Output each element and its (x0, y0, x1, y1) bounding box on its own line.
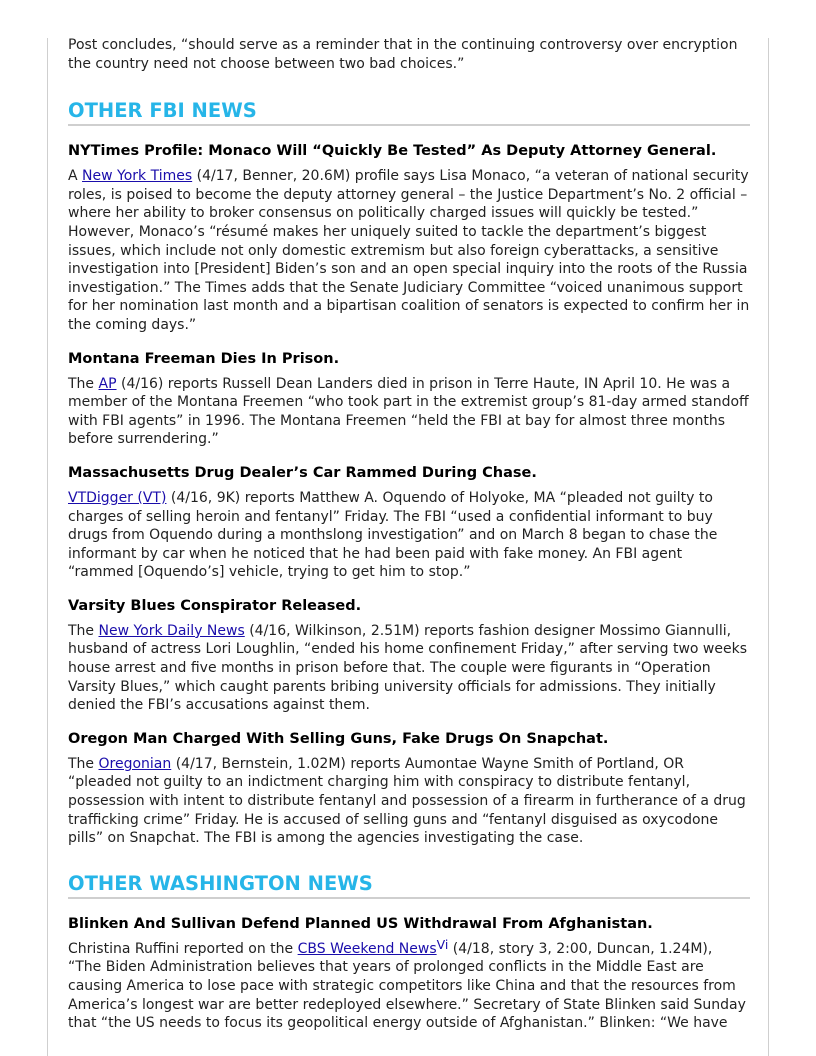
article-text: (4/18, story 3, 2:00, Duncan, 1.24M), “The Biden Administration believes that years of prolonged conflicts in the Middle East are causing America to lose pace with strategic competitors like China and that the resources from America’s longest war are better redeployed elsewhere.” Secretary of State Blinken said Sunday that “the US needs to focus its geopolitical energy outside of Afghanistan.” Blinken: “We have (68, 940, 746, 1032)
article-oregon-man (68, 730, 750, 848)
article-prefix: A (68, 168, 83, 185)
article-prefix: Christina Ruffini reported on the (68, 940, 298, 957)
page-border-right (768, 38, 769, 1056)
article-blinken-sullivan (68, 915, 750, 1033)
article-text: (4/16) reports Russell Dean Landers died in prison in Terre Haute, IN April 10. He was a member of the Montana Freemen “who took part in the extremist group’s 81-day armed standoff with FBI agents” in 1996. The Montana Freemen “held the FBI at bay for almost three months before surrendering.” (68, 375, 749, 448)
article-text: (4/17, Bernstein, 1.02M) reports Aumontae Wayne Smith of Portland, OR “pleaded not guilty to an indictment charging him with conspiracy to distribute fentanyl, possession with intent to distribute fentanyl and possession of a firearm in furtherance of a drug trafficking crime” Friday. He is accused of selling guns and “fentanyl disguised as oxycodone pills” on Snapchat. The FBI is among the agencies investigating the case. (68, 755, 746, 847)
source-link-nytimes[interactable]: New York Times (82, 168, 193, 185)
article-body (68, 755, 750, 848)
article-varsity-blues (68, 597, 750, 715)
source-link-ny-daily-news[interactable]: New York Daily News (98, 622, 245, 639)
article-text: (4/17, Benner, 20.6M) profile says Lisa Monaco, “a veteran of national security roles, is poised to become the deputy attorney general – the Justice Department’s No. 2 official – where her ability to broker consensus on politically charged issues will quickly be tested.” However, Monaco’s “résumé makes her uniquely suited to tackle the department’s biggest issues, which include not only domestic extremism but also foreign cyberattacks, a sensitive investigation into [President] Biden’s son and an open special inquiry into the roots of the Russia investigation.” The Times adds that the Senate Judiciary Committee “voiced unanimous support for her nomination last month and a bipartisan coalition of senators is expected to confirm her in the coming days.” (68, 168, 750, 333)
article-body (68, 489, 750, 582)
intro-paragraph: Post concludes, “should serve as a reminder that in the continuing controversy over encryption the country need not choose between two bad choices.” (68, 37, 738, 72)
source-link-oregonian[interactable]: Oregonian (98, 755, 172, 772)
article-headline: NYTimes Profile: Monaco Will “Quickly Be Tested” As Deputy Attorney General. (68, 143, 717, 160)
article-prefix: The (68, 622, 99, 639)
source-link-vtdigger[interactable]: VTDigger (VT) (68, 489, 167, 506)
article-body (68, 936, 750, 1033)
article-body (68, 375, 750, 449)
article-headline: Oregon Man Charged With Selling Guns, Fake Drugs On Snapchat. (68, 730, 609, 747)
source-link-ap[interactable]: AP (98, 375, 117, 392)
article-prefix: The (68, 755, 99, 772)
page-border-left (47, 38, 48, 1056)
article-text: (4/16, Wilkinson, 2.51M) reports fashion designer Mossimo Giannulli, husband of actress Lori Loughlin, “ended his home confinement Friday,” after serving two weeks house arrest and five months in prison before that. The couple were figurants in “Operation Varsity Blues,” which caught parents bribing university officials for admissions. They initially denied the FBI’s accusations against them. (68, 622, 748, 714)
video-indicator[interactable]: Vi (436, 936, 449, 952)
article-headline: Blinken And Sullivan Defend Planned US Withdrawal From Afghanistan. (68, 915, 653, 932)
section-title-fbi: OTHER FBI NEWS (68, 99, 750, 126)
article-montana-freeman (68, 350, 750, 449)
section-title-washington: OTHER WASHINGTON NEWS (68, 872, 750, 899)
article-drug-dealer (68, 464, 750, 582)
newsletter-page (68, 36, 750, 1048)
article-prefix: The (68, 375, 99, 392)
article-headline: Varsity Blues Conspirator Released. (68, 597, 362, 614)
article-headline: Massachusetts Drug Dealer’s Car Rammed During Chase. (68, 464, 537, 481)
article-text: (4/16, 9K) reports Matthew A. Oquendo of Holyoke, MA “pleaded not guilty to charges of selling heroin and fentanyl” Friday. The FBI “used a confidential informant to buy drugs from Oquendo during a monthslong investigation” and on March 8 began to chase the informant by car when he noticed that he had been paid with fake money. An FBI agent “rammed [Oquendo’s] vehicle, trying to get him to stop.” (68, 489, 718, 581)
article-headline: Montana Freeman Dies In Prison. (68, 350, 340, 367)
article-body (68, 622, 750, 715)
article-monaco (68, 142, 750, 334)
source-link-cbs-weekend-news[interactable]: CBS Weekend News (297, 940, 437, 957)
article-body (68, 167, 750, 334)
